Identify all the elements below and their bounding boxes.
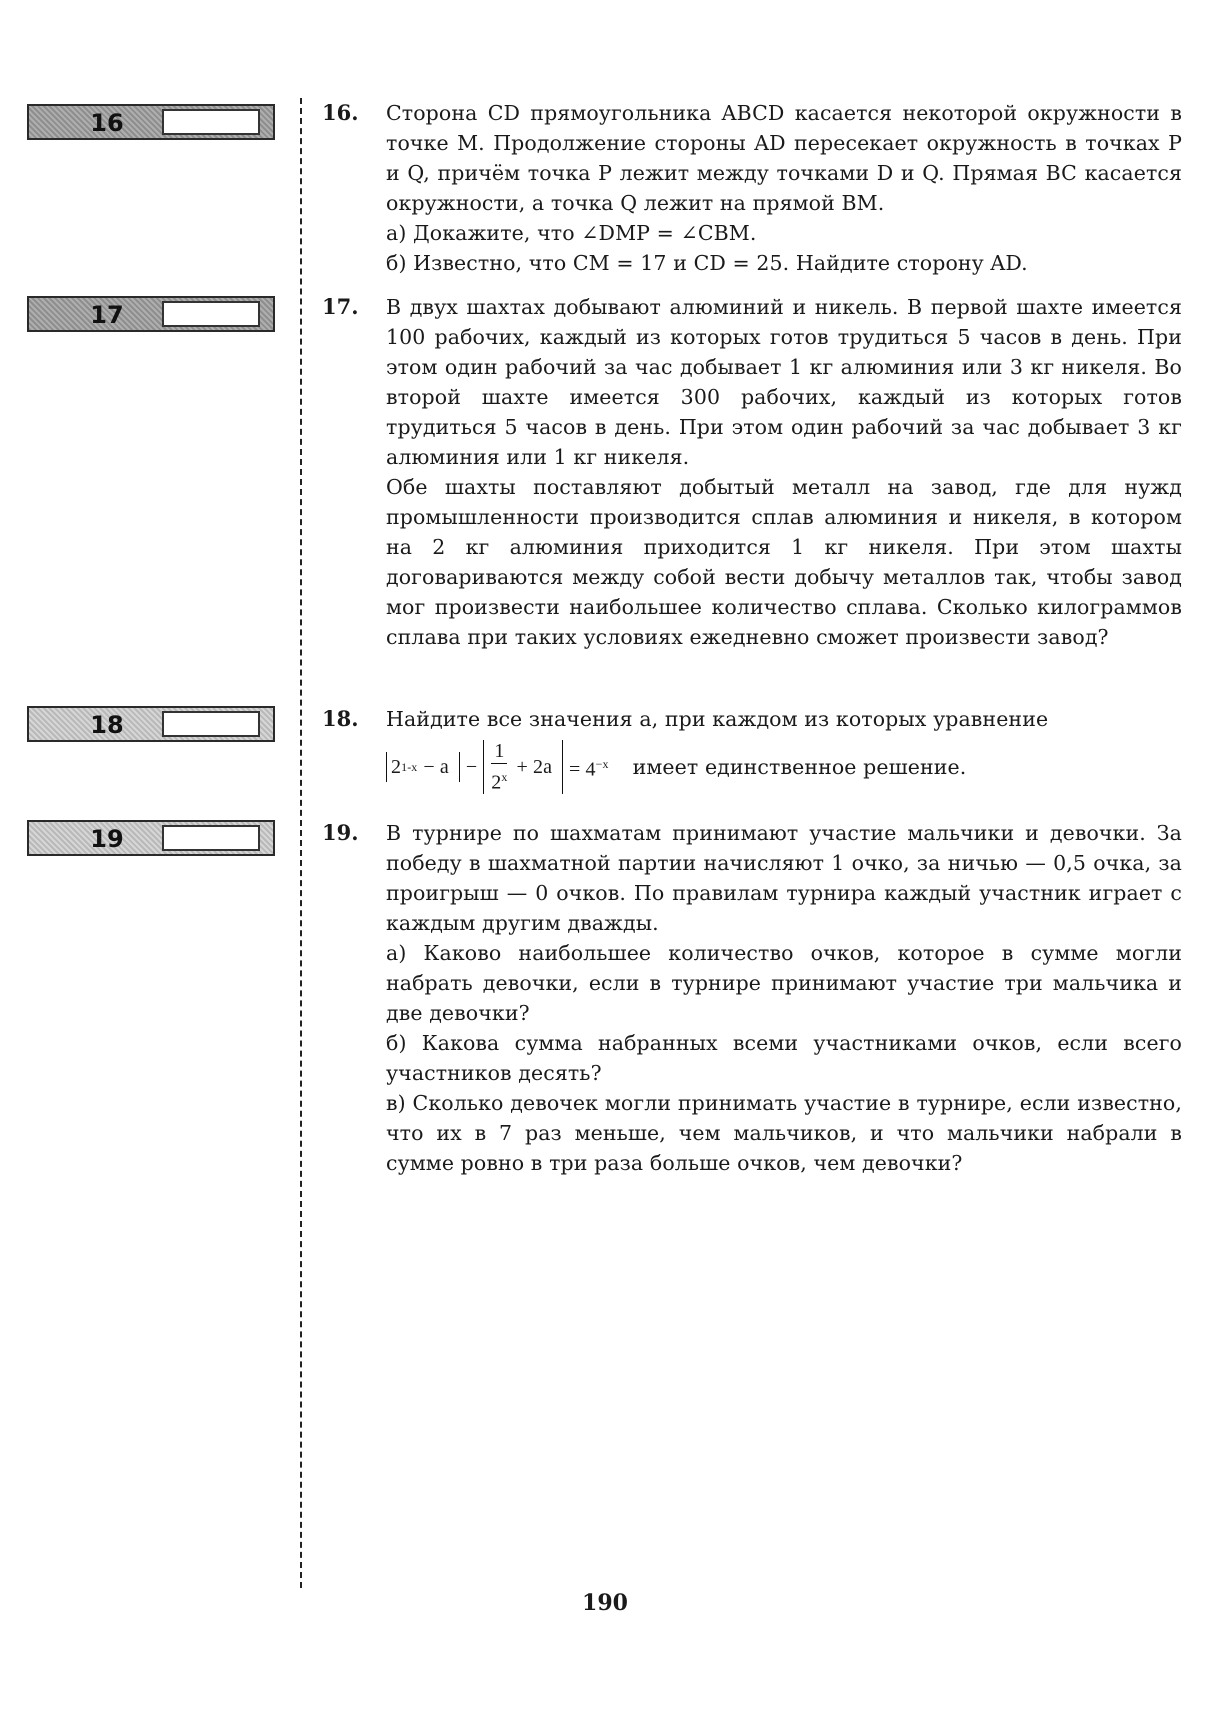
problem-19 [322,818,1182,1178]
problem-16 [322,98,1182,278]
answer-box-number: 16 [90,109,124,137]
problem-part-c: в) Сколько девочек могли принимать участие в турнире, если известно, что их в 7 раз меньше, чем мальчиков, и что мальчики набрали в сумме ровно в три раза больше очков, чем девочки? [386,1091,1182,1175]
equation: 2 1-x − a − $\frac{1}{2^x}$ + 2a = $4^{-x}$ [386,740,615,794]
problem-number: 17. [322,294,359,319]
equation-line [386,738,1182,796]
problem-part-b: б) Какова сумма набранных всеми участниками очков, если всего участников десять? [386,1031,1182,1085]
problem-part-a: а) Каково наибольшее количество очков, которое в сумме могли набрать девочки, если в турнире принимают участие три мальчика и две девочки? [386,941,1182,1025]
answer-field[interactable] [162,825,260,851]
answer-field[interactable] [162,109,260,135]
answer-field[interactable] [162,711,260,737]
answer-box-number: 17 [90,301,124,329]
answer-box-16 [27,104,275,140]
problem-17 [322,292,1182,652]
answer-box-17 [27,296,275,332]
problem-number: 19. [322,820,359,845]
problem-text: В турнире по шахматам принимают участие мальчики и девочки. За победу в шахматной партии начисляют 1 очко, за ничью — 0,5 очка, за проигрыш — 0 очков. По правилам турнира каждый участник играет с каждым другим дважды. [386,821,1182,935]
problem-text-2: Обе шахты поставляют добытый металл на завод, где для нужд промышленности производится сплав алюминия и никеля, в котором на 2 кг алюминия приходится 1 кг никеля. При этом шахты договариваются между собой вести добычу металлов так, чтобы завод мог произвести наибольшее количество сплава. Сколько килограммов сплава при таких условиях ежедневно сможет произвести завод? [386,475,1182,649]
answer-box-number: 18 [90,711,124,739]
answer-box-number: 19 [90,825,124,853]
answer-box-19 [27,820,275,856]
problem-text: Найдите все значения a, при каждом из которых уравнение [386,707,1049,731]
problem-text-2: имеет единственное решение. [632,755,967,779]
problem-number: 16. [322,100,359,125]
answer-field[interactable] [162,301,260,327]
problem-part-a: а) Докажите, что ∠DMP = ∠CBM. [386,221,757,245]
problem-number: 18. [322,706,359,731]
problem-part-b: б) Известно, что CM = 17 и CD = 25. Найдите сторону AD. [386,251,1028,275]
problem-text: В двух шахтах добывают алюминий и никель. В первой шахте имеется 100 рабочих, каждый из которых готов трудиться 5 часов в день. При этом один рабочий за час добывает 1 кг алюминия или 3 кг никеля. Во второй шахте имеется 300 рабочих, каждый из которых готов трудиться 5 часов в день. При этом один рабочий за час добывает 3 кг алюминия или 1 кг никеля. [386,295,1182,469]
problem-text: Сторона CD прямоугольника ABCD касается некоторой окружности в точке M. Продолжение стороны AD пересекает окружность в точках P и Q, причём точка P лежит между точками D и Q. Прямая BC касается окружности, а точка Q лежит на прямой BM. [386,101,1182,215]
page-number: 190 [582,1590,628,1616]
answer-box-18 [27,706,275,742]
problem-18 [322,704,1182,796]
cut-line [300,98,302,1588]
